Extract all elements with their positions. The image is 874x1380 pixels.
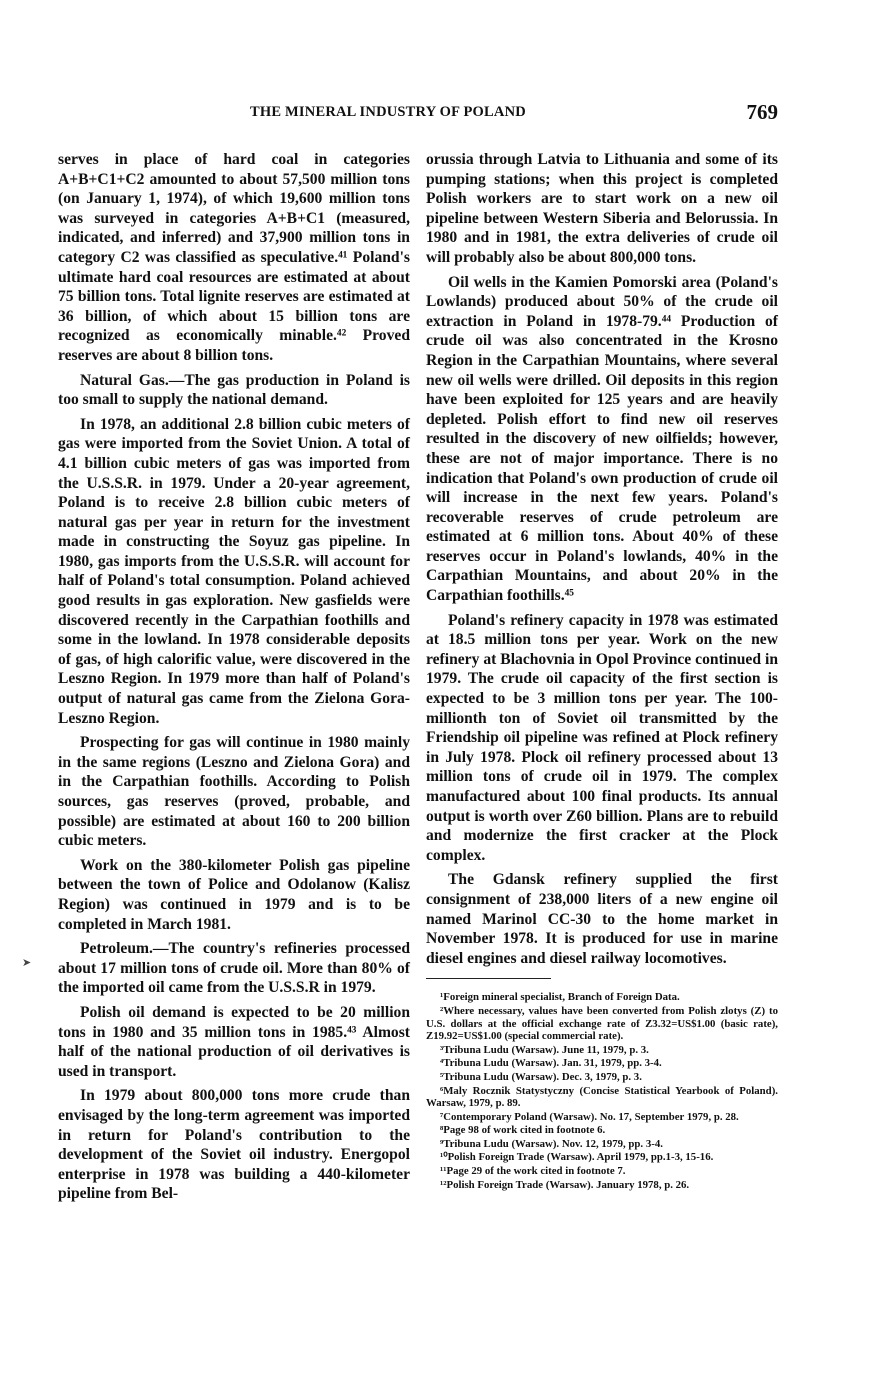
footnote: ⁶Maly Rocznik Statystyczny (Concise Statistical Yearbook of Poland). Warsaw, 1979, p. 89.	[426, 1084, 778, 1110]
paragraph: In 1979 about 800,000 tons more crude than envisaged by the long-term agreement was imported in return for Poland's contribution to the development of the Soviet oil industry. Energopol enterprise in 1978 was building a 440-kilometer pipeline from Bel-	[58, 1087, 410, 1203]
footnote: ²Where necessary, values have been converted from Polish zlotys (Z) to U.S. dollars at the official exchange rate of Z3.32=US$1.00 (basic rate), Z19.92=US$1.00 (special commercial rate).	[426, 1004, 778, 1043]
margin-mark: ➤	[22, 956, 32, 969]
paragraph: orussia through Latvia to Lithuania and some of its pumping stations; when this project is completed Polish workers are to start work on a new oil pipeline between Western Siberia and Belorussia. In 1980 and in 1981, the extra deliveries of crude oil will probably also be about 800,000 tons.	[426, 151, 778, 266]
paragraph: The Gdansk refinery supplied the first consignment of 238,000 liters of a new engine oil named Marinol CC-30 to the home market in November 1978. It is produced for use in marine diesel engines and diesel railway locomotives.	[426, 871, 778, 967]
paragraph: Prospecting for gas will continue in 1980 mainly in the same regions (Leszno and Zielona Gora) and in the Carpathian foothills. According to Polish sources, gas reserves (proved, probable, and possible) are estimated at about 160 to 200 billion cubic meters.	[58, 734, 410, 850]
footnote-rule	[426, 978, 551, 979]
footnote: ⁴Tribuna Ludu (Warsaw). Jan. 31, 1979, pp. 3-4.	[440, 1057, 662, 1070]
paragraph: Work on the 380-kilometer Polish gas pipeline between the town of Police and Odolanow (Kalisz Region) was continued in 1979 and is to be completed in March 1981.	[58, 856, 410, 933]
paragraph: Poland's refinery capacity in 1978 was estimated at 18.5 million tons per year. Work on the new refinery at Blachovnia in Opol Province continued in 1979. The crude oil capacity of the first section is expected to be 3 million tons per year. The 100-millionth ton of Soviet oil transmitted by the Friendship oil pipeline was refined at Plock refinery in July 1978. Plock oil refinery processed about 13 million tons of crude oil in 1979. The complex manufactured about 100 final products. Its annual output is worth over Z60 billion. Plans are to rebuild and modernize the first cracker at the Plock complex.	[426, 611, 778, 864]
page-header	[60, 100, 778, 130]
footnote: ¹⁰Polish Foreign Trade (Warsaw). April 1979, pp.1-3, 15-16.	[440, 1151, 714, 1164]
section-heading-petroleum: Petroleum.—	[80, 940, 169, 958]
running-head: THE MINERAL INDUSTRY OF POLAND	[250, 104, 526, 120]
page-number: 769	[746, 100, 778, 124]
right-column	[426, 150, 778, 1192]
paragraph-text: The gas production in Poland is too small to supply the national demand.	[58, 371, 410, 409]
footnote: ¹²Polish Foreign Trade (Warsaw). January 1978, p. 26.	[440, 1178, 690, 1191]
left-column	[58, 150, 410, 1209]
footnote: ⁵Tribuna Ludu (Warsaw). Dec. 3, 1979, p. 3.	[440, 1070, 642, 1083]
footnote: ⁸Page 98 of work cited in footnote 6.	[440, 1124, 606, 1137]
paragraph-petroleum	[58, 939, 410, 998]
footnote: ¹Foreign mineral specialist, Branch of Foreign Data.	[440, 991, 680, 1004]
paragraph-natural-gas	[58, 371, 410, 410]
section-heading-natural-gas: Natural Gas.—	[80, 371, 185, 389]
paragraph: In 1978, an additional 2.8 billion cubic meters of gas were imported from the Soviet Union. A total of 4.1 billion cubic meters of gas was imported from the U.S.S.R. in 1979. Under a 20-year agreement, Poland is to receive 2.8 billion cubic meters of natural gas per year in return for the investment made in constructing the Soyuz gas pipeline. In 1980, gas imports from the U.S.S.R. will account for half of Poland's total consumption. Poland achieved good results in gas exploration. New gasfields were discovered recently in the Carpathian foothills and some in the lowland. In 1978 considerable deposits of gas, of high calorific value, were discovered in the Leszno Region. In 1979 more than half of Poland's output of natural gas came from the Zielona Gora-Leszno Region.	[58, 415, 410, 727]
footnote: ¹¹Page 29 of the work cited in footnote 7.	[440, 1165, 626, 1178]
paragraph-text: The country's refineries processed about 17 million tons of crude oil. More than 80% of the imported oil came from the U.S.S.R in 1979.	[58, 940, 410, 997]
footnotes	[426, 991, 778, 1191]
footnote: ³Tribuna Ludu (Warsaw). June 11, 1979, p. 3.	[440, 1043, 649, 1056]
footnote: ⁷Contemporary Poland (Warsaw). No. 17, September 1979, p. 28.	[440, 1110, 739, 1123]
paragraph: Polish oil demand is expected to be 20 million tons in 1980 and 35 million tons in 1985.⁴³ Almost half of the national production of oil derivatives is used in transport.	[58, 1003, 410, 1080]
paragraph: Oil wells in the Kamien Pomorski area (Poland's Lowlands) produced about 50% of the crude oil extraction in Poland in 1978-79.⁴⁴ Production of crude oil was also concentrated in the Krosno Region in the Carpathian Mountains, where several new oil wells were drilled. Oil deposits in this region have been exploited for 125 years and are heavily depleted. Polish effort to find new oil reserves resulted in the discovery of new oilfields; however, these are not of major importance. There is no indication that Poland's own production of crude oil will increase in the next few years. Poland's recoverable reserves of crude petroleum are estimated at 6 million tons. About 40% of these reserves occur in Poland's lowlands, 40% in the Carpathian Mountains, and about 20% in the Carpathian foothills.⁴⁵	[426, 273, 778, 605]
footnote: ⁹Tribuna Ludu (Warsaw). Nov. 12, 1979, pp. 3-4.	[440, 1137, 663, 1150]
paragraph: serves in place of hard coal in categories A+B+C1+C2 amounted to about 57,500 million tons (on January 1, 1974), of which 19,600 million tons was surveyed in categories A+B+C1 (measured, indicated, and inferred) and 37,900 million tons in category C2 was classified as speculative.⁴¹ Poland's ultimate hard coal resources are estimated at about 75 billion tons. Total lignite reserves are estimated at 36 billion, of which about 15 billion tons are recognized as economically minable.⁴² Proved reserves are about 8 billion tons.	[58, 151, 410, 364]
